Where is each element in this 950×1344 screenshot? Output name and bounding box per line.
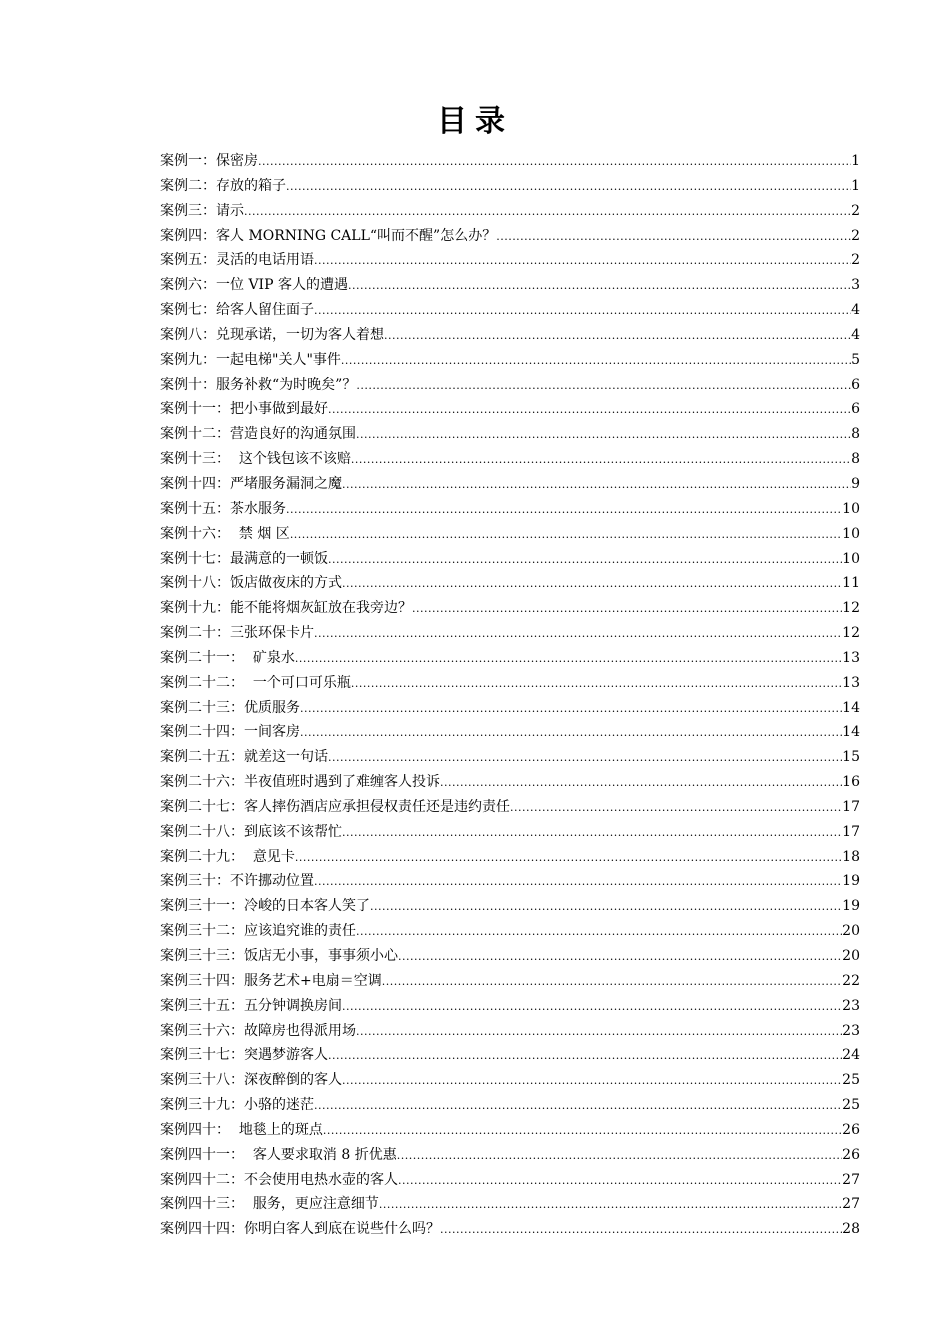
toc-entry-label: 案例二十八：到底该不该帮忙 [160, 823, 342, 840]
toc-entry-page-number: 25 [842, 1097, 860, 1114]
toc-entry[interactable] [160, 1193, 860, 1218]
toc-entry-page-number: 23 [842, 1022, 860, 1039]
dot-leader [356, 379, 851, 392]
toc-entry[interactable] [160, 1069, 860, 1094]
toc-entry[interactable] [160, 846, 860, 871]
dot-leader [342, 478, 851, 491]
toc-entry[interactable] [160, 870, 860, 895]
toc-entry[interactable] [160, 398, 860, 423]
toc-entry-page-number: 16 [842, 774, 860, 791]
dot-leader [314, 254, 851, 267]
toc-entry-label: 案例二十：三张环保卡片 [160, 625, 314, 642]
toc-entry-page-number: 4 [851, 302, 860, 319]
toc-entry[interactable] [160, 200, 860, 225]
toc-entry[interactable] [160, 895, 860, 920]
toc-entry-label: 案例七：给客人留住面子 [160, 302, 314, 319]
toc-entry-label: 案例四十四：你明白客人到底在说些什么吗？ [160, 1221, 440, 1238]
dot-leader [382, 975, 842, 988]
toc-entry-label: 案例四十二：不会使用电热水壶的客人 [160, 1171, 398, 1188]
dot-leader [379, 1198, 842, 1211]
toc-entry-label: 案例三十六：故障房也得派用场 [160, 1022, 356, 1039]
toc-entry-page-number: 6 [851, 376, 860, 393]
toc-entry-label: 案例八：兑现承诺，一切为客人着想 [160, 326, 384, 343]
toc-entry-label: 案例四：客人 MORNING CALL“叫而不醒”怎么办？ [160, 227, 497, 244]
toc-entry[interactable] [160, 423, 860, 448]
toc-entry[interactable] [160, 374, 860, 399]
toc-entry-page-number: 11 [842, 575, 860, 592]
toc-entry[interactable] [160, 647, 860, 672]
toc-entry[interactable] [160, 324, 860, 349]
toc-entry[interactable] [160, 746, 860, 771]
toc-entry[interactable] [160, 1119, 860, 1144]
toc-entry[interactable] [160, 721, 860, 746]
dot-leader [341, 354, 851, 367]
toc-entry-label: 案例三十二：应该追究谁的责任 [160, 923, 356, 940]
toc-entry[interactable] [160, 597, 860, 622]
toc-entry-page-number: 25 [842, 1072, 860, 1089]
toc-entry[interactable] [160, 771, 860, 796]
dot-leader [351, 677, 842, 690]
table-of-contents [160, 150, 860, 1243]
dot-leader [300, 702, 842, 715]
toc-entry-page-number: 2 [851, 252, 860, 269]
dot-leader [398, 950, 842, 963]
toc-entry[interactable] [160, 672, 860, 697]
toc-entry-label: 案例四十一： 客人要求取消 8 折优惠 [160, 1146, 397, 1163]
toc-entry-page-number: 1 [851, 177, 860, 194]
toc-entry[interactable] [160, 796, 860, 821]
dot-leader [328, 751, 842, 764]
dot-leader [258, 155, 851, 168]
toc-entry[interactable] [160, 448, 860, 473]
toc-entry[interactable] [160, 249, 860, 274]
dot-leader [290, 528, 842, 541]
toc-entry-page-number: 14 [842, 724, 860, 741]
toc-entry[interactable] [160, 821, 860, 846]
toc-entry-label: 案例三十四：服务艺术+电扇＝空调 [160, 972, 382, 989]
toc-entry-label: 案例三十一：冷峻的日本客人笑了 [160, 898, 370, 915]
toc-entry-page-number: 20 [842, 948, 860, 964]
dot-leader [314, 627, 842, 640]
toc-entry-label: 案例二十二： 一个可口可乐瓶 [160, 674, 351, 691]
toc-entry-label: 案例三十：不许挪动位置 [160, 873, 314, 890]
toc-entry[interactable] [160, 1169, 860, 1194]
dot-leader [342, 1000, 842, 1013]
dot-leader [496, 230, 851, 243]
dot-leader [342, 826, 842, 839]
toc-entry-label: 案例三十八：深夜醉倒的客人 [160, 1072, 342, 1089]
toc-entry-page-number: 19 [842, 873, 860, 890]
dot-leader [356, 1025, 842, 1038]
toc-entry-page-number: 13 [842, 649, 860, 666]
toc-entry-page-number: 13 [842, 674, 860, 691]
toc-entry[interactable] [160, 1020, 860, 1045]
toc-entry-page-number: 27 [842, 1196, 860, 1213]
toc-entry[interactable] [160, 1218, 860, 1243]
toc-entry[interactable] [160, 572, 860, 597]
toc-entry-label: 案例三十九：小骆的迷茫 [160, 1097, 314, 1114]
dot-leader [244, 205, 851, 218]
dot-leader [328, 1049, 842, 1062]
toc-entry-label: 案例十六： 禁 烟 区 [160, 525, 290, 542]
toc-entry-page-number: 10 [842, 500, 860, 517]
toc-entry-label: 案例二：存放的箱子 [160, 177, 286, 194]
toc-entry-page-number: 9 [851, 475, 860, 492]
dot-leader [397, 1149, 842, 1162]
toc-entry-label: 案例二十三：优质服务 [160, 699, 300, 716]
toc-entry-page-number: 26 [842, 1146, 860, 1163]
toc-entry-label: 案例五：灵活的电话用语 [160, 252, 314, 269]
toc-entry[interactable] [160, 225, 860, 250]
toc-entry-label: 案例三十五：五分钟调换房间 [160, 997, 342, 1014]
toc-entry-page-number: 20 [842, 923, 860, 940]
dot-leader [398, 1174, 842, 1187]
toc-entry-label: 案例十二：营造良好的沟通氛围 [160, 426, 356, 443]
dot-leader [342, 1074, 842, 1087]
toc-entry[interactable] [160, 274, 860, 299]
toc-entry-page-number: 6 [851, 401, 860, 418]
toc-entry-page-number: 15 [842, 749, 860, 766]
toc-entry-page-number: 10 [842, 525, 860, 542]
toc-entry-page-number: 27 [842, 1171, 860, 1188]
toc-entry[interactable] [160, 995, 860, 1020]
dot-leader [286, 180, 851, 193]
dot-leader [323, 1124, 842, 1137]
toc-entry[interactable] [160, 299, 860, 324]
dot-leader [314, 304, 851, 317]
toc-entry[interactable] [160, 150, 860, 175]
toc-entry[interactable] [160, 1144, 860, 1169]
toc-entry-label: 案例二十一： 矿泉水 [160, 649, 295, 666]
toc-entry[interactable] [160, 945, 860, 970]
dot-leader [348, 279, 851, 292]
dot-leader [295, 851, 842, 864]
toc-entry-label: 案例十九：能不能将烟灰缸放在我旁边？ [160, 600, 412, 617]
toc-entry-label: 案例十三： 这个钱包该不该赔 [160, 451, 351, 468]
toc-entry[interactable] [160, 349, 860, 374]
toc-entry-label: 案例二十五：就差这一句话 [160, 749, 328, 766]
toc-entry-label: 案例十四：严堵服务漏洞之魔 [160, 475, 342, 492]
dot-leader [314, 875, 842, 888]
dot-leader [440, 776, 842, 789]
toc-entry-label: 案例四十三： 服务，更应注意细节 [160, 1196, 379, 1213]
toc-entry-page-number: 12 [842, 600, 860, 617]
dot-leader [370, 900, 842, 913]
toc-entry-page-number: 17 [842, 798, 860, 815]
toc-entry-label: 案例二十四：一间客房 [160, 724, 300, 741]
toc-entry-label: 案例一：保密房 [160, 153, 258, 169]
toc-entry-page-number: 2 [851, 227, 860, 244]
toc-entry[interactable] [160, 1094, 860, 1119]
dot-leader [440, 1223, 842, 1236]
toc-entry-page-number: 19 [842, 898, 860, 915]
toc-entry-label: 案例二十六：半夜值班时遇到了难缠客人投诉 [160, 774, 440, 791]
toc-entry-label: 案例十一：把小事做到最好 [160, 401, 328, 418]
toc-entry-page-number: 22 [842, 972, 860, 989]
dot-leader [328, 403, 851, 416]
toc-entry-label: 案例九：一起电梯"关人"事件 [160, 351, 341, 368]
toc-entry-page-number: 8 [851, 451, 860, 468]
toc-entry-label: 案例二十九： 意见卡 [160, 848, 295, 865]
toc-title: 目录 [437, 104, 513, 139]
toc-entry-label: 案例三十三：饭店无小事，事事须小心 [160, 948, 398, 964]
dot-leader [328, 553, 842, 566]
toc-entry[interactable] [160, 473, 860, 498]
toc-entry-page-number: 4 [851, 326, 860, 343]
toc-entry[interactable] [160, 523, 860, 548]
toc-entry[interactable] [160, 697, 860, 722]
toc-entry-label: 案例十八：饭店做夜床的方式 [160, 575, 342, 592]
toc-entry-label: 案例三：请示 [160, 202, 244, 219]
dot-leader [510, 801, 842, 814]
dot-leader [314, 1099, 842, 1112]
dot-leader [286, 503, 842, 516]
toc-entry-label: 案例四十： 地毯上的斑点 [160, 1121, 323, 1138]
toc-entry-page-number: 23 [842, 997, 860, 1014]
toc-entry-page-number: 12 [842, 625, 860, 642]
toc-entry[interactable] [160, 175, 860, 200]
dot-leader [300, 726, 842, 739]
dot-leader [412, 602, 842, 615]
toc-entry-page-number: 8 [851, 426, 860, 443]
toc-entry-label: 案例十七：最满意的一顿饭 [160, 550, 328, 567]
toc-entry-label: 案例二十七：客人摔伤酒店应承担侵权责任还是违约责任 [160, 798, 510, 815]
toc-entry-page-number: 2 [851, 202, 860, 219]
dot-leader [384, 329, 851, 342]
toc-entry-page-number: 24 [842, 1047, 860, 1064]
toc-entry-page-number: 14 [842, 699, 860, 716]
toc-entry-label: 案例十：服务补救“为时晚矣”？ [160, 376, 357, 393]
toc-entry-page-number: 1 [851, 153, 860, 169]
toc-entry-page-number: 10 [842, 550, 860, 567]
toc-entry[interactable] [160, 970, 860, 995]
dot-leader [356, 428, 851, 441]
toc-entry-label: 案例六：一位 VIP 客人的遭遇 [160, 277, 348, 294]
toc-entry-label: 案例三十七：突遇梦游客人 [160, 1047, 328, 1064]
dot-leader [295, 652, 842, 665]
toc-entry[interactable] [160, 920, 860, 945]
dot-leader [356, 925, 842, 938]
toc-entry-page-number: 17 [842, 823, 860, 840]
toc-entry[interactable] [160, 548, 860, 573]
toc-entry-label: 案例十五：茶水服务 [160, 500, 286, 517]
toc-entry[interactable] [160, 622, 860, 647]
toc-entry-page-number: 18 [842, 848, 860, 865]
toc-entry[interactable] [160, 1044, 860, 1069]
toc-entry-page-number: 28 [842, 1221, 860, 1238]
toc-entry-page-number: 3 [851, 277, 860, 294]
dot-leader [342, 577, 842, 590]
toc-entry[interactable] [160, 498, 860, 523]
toc-entry-page-number: 5 [851, 351, 860, 368]
dot-leader [351, 453, 851, 466]
toc-entry-page-number: 26 [842, 1121, 860, 1138]
